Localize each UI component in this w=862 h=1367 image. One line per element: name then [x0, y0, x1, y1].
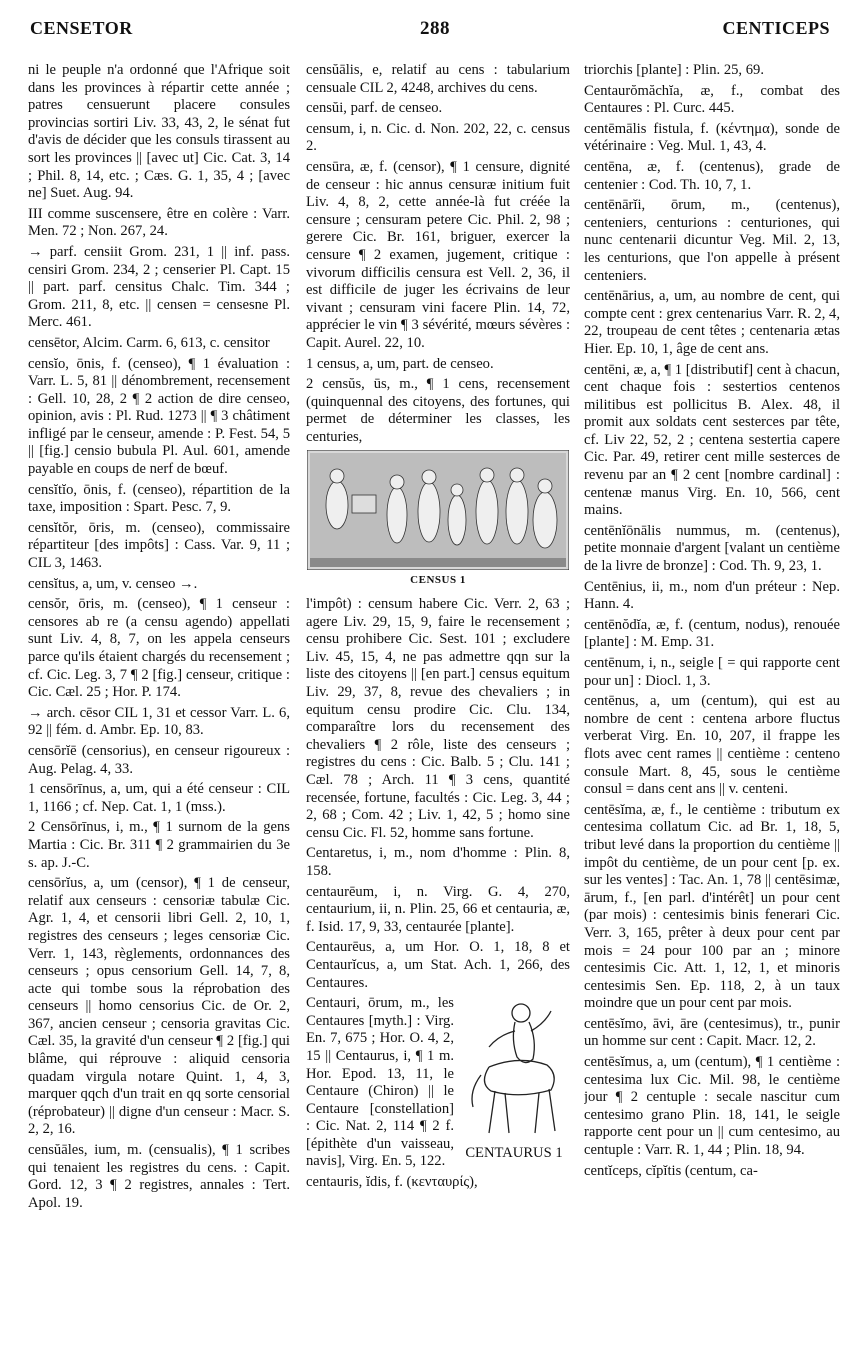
entry: censĭtus, a, um, v. censeo →.: [28, 575, 198, 592]
entry: 1 census, a, um, part. de censeo.: [306, 355, 494, 372]
entry: centēsĭmus, a, um (centum), ¶ 1 centième : centesima lux Cic. Mil. 98, le centième jour ¶ 2 centuple : secale nascitur cum centesimo grano Plin. 18, 141, le seigle rapporte cent pour un || cum centesimo, au centuple : Varr. R. 1, 44 ; Plin. 18, 94.: [584, 1054, 840, 1159]
centaur-image: [459, 995, 569, 1145]
entry: censŭi, parf. de censeo.: [306, 100, 443, 117]
entry: 1 censōrīnus, a, um, qui a été censeur : CIL 1, 1166 ; cf. Nep. Cat. 1, 1 (mss.).: [28, 781, 290, 815]
entry: III comme suscensere, être en colère : Varr. Men. 72 ; Non. 267, 24.: [28, 205, 290, 240]
entry: centēnārius, a, um, au nombre de cent, qui compte cent : grex centenarius Varr. R. 2, 4, 22, troupeau de cent têtes ; centenaria ætas Hier. Ep. 10, 1, âge de cent ans.: [584, 288, 840, 357]
census-relief-image: [307, 450, 569, 570]
entry: censĭtĭo, ōnis, f. (censeo), répartition de la taxe, imposition : Spart. Pesc. 7, 9.: [28, 481, 290, 516]
page-header: [30, 18, 830, 46]
entry: centēsĭma, æ, f., le centième : tributum ex centesima collatum Cic. ad Br. 1, 18, 5, tribut levé dans la proportion du centième || impôt du centième, de un pour cent [p. ex. sur les ventes] : Tac. An. 1, 78 || centēsimæ, ārum, f., [en parl. d'intérêt] un pour cent (par mois) : centesimis binis fenerari Cic. Verr. 3, 165, prêter à deux pour cent par mois = 24 pour 100 par an ; minore centesimis Cic. Att. 1, 12, 1, et minoris centesimis Sen. Ep. 118, 2, à un taux moindre que un pour cent par mois.: [584, 801, 840, 1012]
entry: censŏr, ōris, m. (censeo), ¶ 1 censeur : censores ab re (a censu agendo) appellati sunt Liv. 4, 8, 7, on les appela censeurs parce qu'ils étaient chargés du recensement ; cf. Cic. Leg. 3, 7 ¶ 2 [fig.] censeur, critique : Cic. Cæl. 25 ; Hor. P. 174.: [28, 596, 290, 701]
entry: censĭtŏr, ōris, m. (censeo), commissaire répartiteur [des impôts] : Cass. Var. 9, 11 ; CIL 3, 1463.: [28, 519, 290, 572]
entry: Centēnius, ii, m., nom d'un préteur : Nep. Hann. 4.: [584, 578, 840, 613]
entry: censōrĭē (censorius), en censeur rigoureux : Aug. Pelag. 4, 33.: [28, 742, 290, 777]
figure-caption: CENSUS 1: [410, 574, 466, 587]
running-head-left: CENSETOR: [30, 18, 133, 38]
entry: centēnārĭi, ōrum, m., (centenus), centeniers, centurions : centuriones, qui nunc centenarii dicuntur Veg. Mil. 2, 13, les centurions, que l'on appelle à présent centeniers.: [584, 197, 840, 284]
entry: Centaretus, i, m., nom d'homme : Plin. 8, 158.: [306, 845, 570, 879]
entry: centēnum, i, n., seigle [ = qui rapporte cent pour un] : Diocl. 1, 3.: [584, 655, 840, 689]
entry: centēnŏdĭa, æ, f. (centum, nodus), renouée [plante] : M. Emp. 31.: [584, 616, 840, 651]
entry: censŭālis, e, relatif au cens : tabularium censuale CIL 2, 4248, archives du cens.: [306, 62, 570, 96]
centaur-figure: [458, 995, 570, 1174]
entry: Centaurēus, a, um Hor. O. 1, 18, 8 et Centaurĭcus, a, um Stat. Ach. 1, 266, des Centaures.: [306, 939, 570, 991]
entry: centēni, æ, a, ¶ 1 [distributif] cent à chacun, cent chaque fois : sestertios centenos militibus est pollicitus B. Alex. 48, il promit aux soldats cent sesterces par tête, cf. Liv 22, 52, 2 ; centena sestertia capere Cic. Par. 49, retirer cent mille sesterces de revenu par an ¶ 2 cent [nombre cardinal] : centenæ manus Virg. En. 10, 566, cent mains.: [584, 361, 840, 519]
entry: Centauri, ōrum, m., les Centaures [myth.] : Virg. En. 7, 675 ; Hor. O. 4, 2, 15 || Centaurus, i, ¶ 1 m. Hor. Epod. 13, 11, le Centaure (Chiron) || le Centaure [constellation] : Cic. Nat. 2, 114 ¶ 2 f. [épithète d'un vaisseau, navis], Virg. En. 5, 122.: [306, 995, 454, 1170]
entry: centēmālis fistula, f. (κέντημα), sonde de vétérinaire : Veg. Mul. 1, 43, 4.: [584, 120, 840, 155]
entry: l'impôt) : censum habere Cic. Verr. 2, 63 ; agere Liv. 29, 15, 9, faire le recensement ; censu prohibere Cic. Sest. 101 ; excludere Liv. 45, 15, 4, ne pas admettre qqn sur la liste des citoyens || [en part.] census equitum Liv. 29, 37, 8, revue des chevaliers ; in equitum censu prodire Cic. Clu. 134, comparaître lors du recensement des chevaliers ¶ 2 rôle, liste des censeurs ; registres du cens : Cic. Balb. 5 ; Clu. 141 ; Cæl. 78 ; Arch. 11 ¶ 3 cens, quantité recensée, fortune, facultés : Cic. Leg. 3, 44 ; 2, 68 ; Com. 42 ; Liv. 1, 42, 5 ; homo sine censu Cic. Fl. 52, homme sans fortune.: [306, 596, 570, 841]
entry: centĭceps, cĭpĭtis (centum, ca-: [584, 1162, 758, 1179]
column-3: [584, 62, 840, 1357]
column-2: [306, 62, 570, 1357]
entry: censōrĭus, a, um (censor), ¶ 1 de censeur, relatif aux censeurs : censoriæ tabulæ Cic. Agr. 1, 4, et censorii libri Gell. 2, 10, 1, registres des censeurs ; leges censoriæ Cic. Verr. 1, 143, règlements, ordonnances des censeurs ; opus censorium Gell. 14, 7, 8, acte qui tombe sous la réprobation des censeurs || homo censorius Cic. de Or. 2, 367, ancien censeur ; censoria gravitas Cic. Cæl. 35, la gravité d'un censeur ¶ 2 [fig.] qui blâme, qui réprouve : aliquid censoria quadam virgula notare Quint. 1, 4, 3, marquer qqch d'un trait en qq sorte censorial (réprobateur) || digne d'un censeur : Macr. S. 2, 2, 16.: [28, 875, 290, 1138]
page-number: 288: [420, 18, 450, 39]
entry: censūra, æ, f. (censor), ¶ 1 censure, dignité de censeur : hic annus censuræ initium fuit Liv. 4, 8, 2, cette année-là fut créée la censure ; censuram petere Cic. Phil. 2, 98 ; gerere Cic. Br. 161, briguer, exercer la censure ¶ 2 examen, jugement, critique : vivorum difficilis censura est Vell. 2, 36, il est difficile de juger les écrivains de leur vivant ; censuram vini facere Plin. 14, 72, apprécier le vin ¶ 3 sévérité, mœurs sévères : Capit. Aurel. 22, 10.: [306, 158, 570, 351]
column-1: [28, 62, 290, 1357]
entry: Centaurŏmăchĭa, æ, f., combat des Centaures : Pl. Curc. 445.: [584, 82, 840, 117]
entry: triorchis [plante] : Plin. 25, 69.: [584, 62, 764, 78]
entry: centēnus, a, um (centum), qui est au nombre de cent : centena arbore fluctus verberat Virg. En. 10, 207, il frappe les flots avec cent rames || centième : centeno consule Mart. 8, 45, sous le centième consul = dans cent ans || v. centeni.: [584, 693, 840, 798]
entry: centēnĭōnālis nummus, m. (centenus), petite monnaie d'argent [valant un centième de la livre de bronze] : Cod. Th. 9, 23, 1.: [584, 522, 840, 575]
entry: censum, i, n. Cic. d. Non. 202, 22, c. census 2.: [306, 120, 570, 155]
entry: → arch. cēsor CIL 1, 31 et cessor Varr. L. 6, 92 || fém. d. Ambr. Ep. 10, 83.: [28, 704, 290, 739]
figure-caption: CENTAURUS 1: [465, 1145, 563, 1162]
census-relief-figure: [306, 450, 570, 590]
centaur-section: [306, 995, 570, 1174]
entry: censŭāles, ium, m. (censualis), ¶ 1 scribes qui tenaient les registres du cens. : Capit. Gord. 12, 3 ¶ 2 registres, annales : Tert. Apol. 19.: [28, 1142, 290, 1211]
entry: ni le peuple n'a ordonné que l'Afrique soit dans les provinces à répartir cette année ; patres censuerunt placere consules provincias sortiri Liv. 33, 43, 2, le sénat fut d'avis de décider que les consuls tirassent au sort les provinces || [avec ut] Cic. Cat. 3, 14 ; Phil. 8, 14, etc. ; Cæs. G. 1, 35, 4 ; [avec ne] Suet. Aug. 94.: [28, 62, 290, 202]
entry: centēna, æ, f. (centenus), grade de centenier : Cod. Th. 10, 7, 1.: [584, 158, 840, 193]
entry: centauris, ĭdis, f. (κενταυρίς),: [306, 1174, 478, 1191]
running-head-right: CENTICEPS: [722, 18, 830, 38]
entry: centēsĭmo, āvi, āre (centesimus), tr., punir un homme sur cent : Capit. Macr. 12, 2.: [584, 1015, 840, 1050]
entry: centaurēum, i, n. Virg. G. 4, 270, centaurium, ii, n. Plin. 25, 66 et centauria, æ, f. Isid. 17, 9, 33, centaurée [plante].: [306, 883, 570, 935]
entry: → parf. censiit Grom. 231, 1 || inf. pass. censiri Grom. 234, 2 ; censerier Pl. Capt. 15 || part. parf. censitus Chalc. Tim. 344 ; Grom. 211, 8, etc. || censen = censesne Pl. Merc. 461.: [28, 243, 290, 331]
entry: censĭo, ōnis, f. (censeo), ¶ 1 évaluation : Varr. L. 5, 81 || dénombrement, recensement : Gell. 10, 28, 2 ¶ 2 action de dire censeo, opinion, avis : Pl. Rud. 1273 || ¶ 3 châtiment infligé par le censeur, amende : P. Fest. 54, 5 || [fig.] censio bubula Pl. Aul. 601, amende payable en coups de nerf de bœuf.: [28, 355, 290, 478]
entry: 2 Censōrīnus, i, m., ¶ 1 surnom de la gens Martia : Cic. Br. 311 ¶ 2 grammairien du 3e s. ap. J.-C.: [28, 819, 290, 871]
entry: 2 censŭs, ūs, m., ¶ 1 cens, recensement (quinquennal des citoyens, des fortunes, qui permet de déterminer les classes, les centuries,: [306, 376, 570, 445]
entry: censētor, Alcim. Carm. 6, 613, c. censitor: [28, 334, 270, 351]
